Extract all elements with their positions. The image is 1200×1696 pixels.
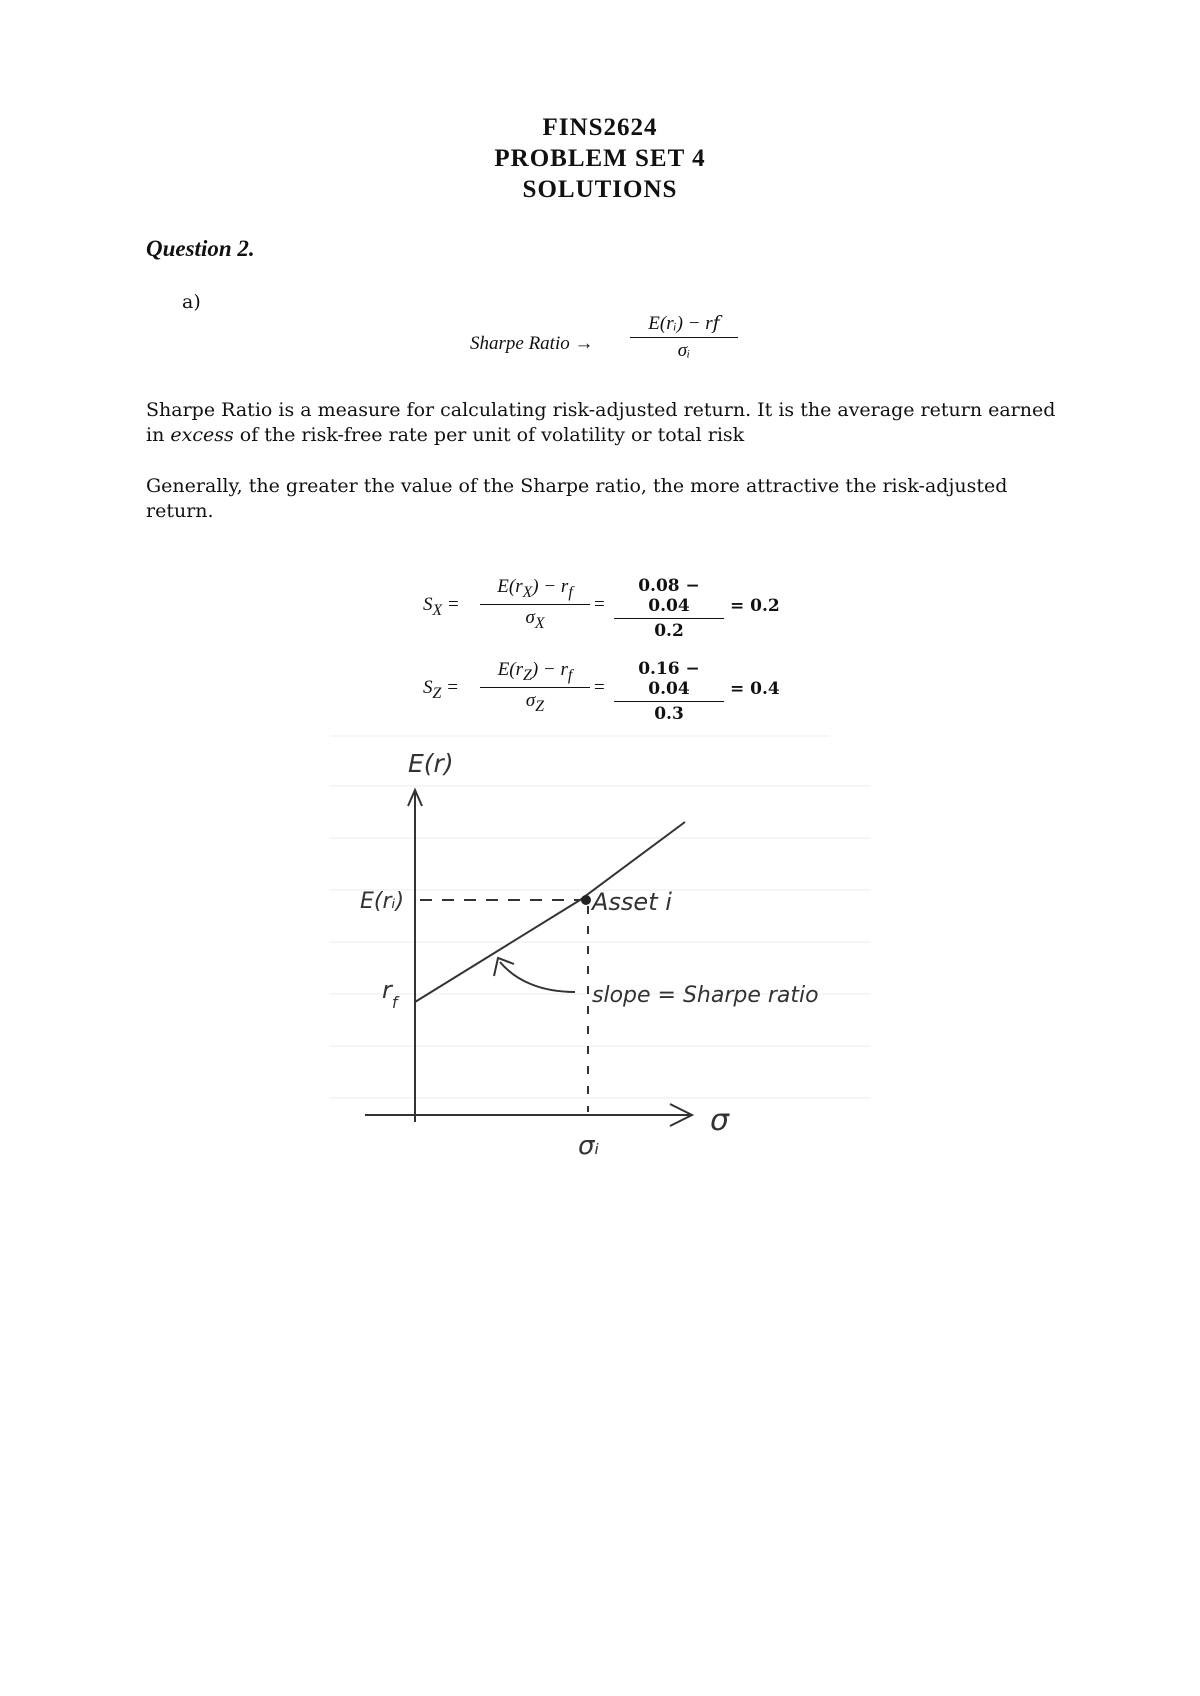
part-label: a) [182, 291, 201, 313]
interpretation-paragraph: Generally, the greater the value of the Sharpe ratio, the more attractive the risk-adjusted return. [146, 475, 1008, 522]
slope-label: slope = Sharpe ratio [592, 983, 819, 1008]
sz-numeric-denominator: 0.3 [654, 704, 684, 724]
slope-arrow [500, 962, 575, 992]
sx-numerator: $E(r_X) - r_f$ [497, 576, 573, 601]
sz-numeric-numerator: 0.16 − 0.04 [638, 659, 700, 699]
sx-lhs: $S_X$ = [423, 594, 460, 619]
question-heading: Question 2. [146, 236, 255, 261]
document-title [0, 112, 1200, 205]
definition-text-a: Sharpe Ratio is a measure for calculating risk-adjusted return. It is the average return earned in [146, 399, 1056, 446]
sharpe-formula-lhs: Sharpe Ratio → [470, 333, 594, 354]
sharpe-formula-numerator: E(rᵢ) − r𝑓 [648, 313, 720, 334]
equals-sign: = [594, 594, 605, 615]
fraction-bar [630, 337, 738, 338]
sx-denominator: $\sigma_X$ [525, 606, 545, 632]
equals-sign: = [594, 677, 605, 698]
asset-i-point [581, 895, 591, 905]
sz-lhs: $S_Z$ = [423, 677, 459, 702]
sx-symbolic-fraction [480, 576, 590, 633]
asset-i-label: Asset i [592, 888, 672, 916]
x-axis-label: σ [710, 1103, 730, 1138]
definition-paragraph [146, 398, 1076, 448]
notepad-lines [330, 736, 870, 1098]
sharpe-formula-fraction [630, 312, 738, 362]
sigma-i-label: σᵢ [578, 1131, 600, 1161]
sz-result: = 0.4 [730, 679, 780, 699]
rf-label: $r_f$ [382, 976, 398, 1012]
sz-numerator: $E(r_Z) - r_f$ [497, 659, 573, 684]
solutions-title: SOLUTIONS [522, 176, 678, 203]
sx-numeric-numerator: 0.08 − 0.04 [638, 576, 700, 616]
definition-emphasis: excess [170, 424, 234, 446]
sharpe-formula-denominator: σᵢ [677, 340, 691, 361]
sharpe-ratio-sketch [330, 730, 890, 1170]
y-axis-label: E(r) [408, 749, 454, 778]
sz-numeric-fraction [614, 659, 724, 724]
problem-set-title: PROBLEM SET 4 [494, 145, 706, 172]
sz-denominator: $\sigma_Z$ [525, 689, 545, 715]
course-code: FINS2624 [542, 114, 658, 141]
sx-result: = 0.2 [730, 596, 780, 616]
eri-label: E(rᵢ) [360, 889, 405, 914]
sx-numeric-fraction [614, 576, 724, 641]
sz-symbolic-fraction [480, 659, 590, 716]
sx-numeric-denominator: 0.2 [654, 621, 684, 641]
definition-text-b: of the risk-free rate per unit of volatility or total risk [233, 424, 745, 446]
